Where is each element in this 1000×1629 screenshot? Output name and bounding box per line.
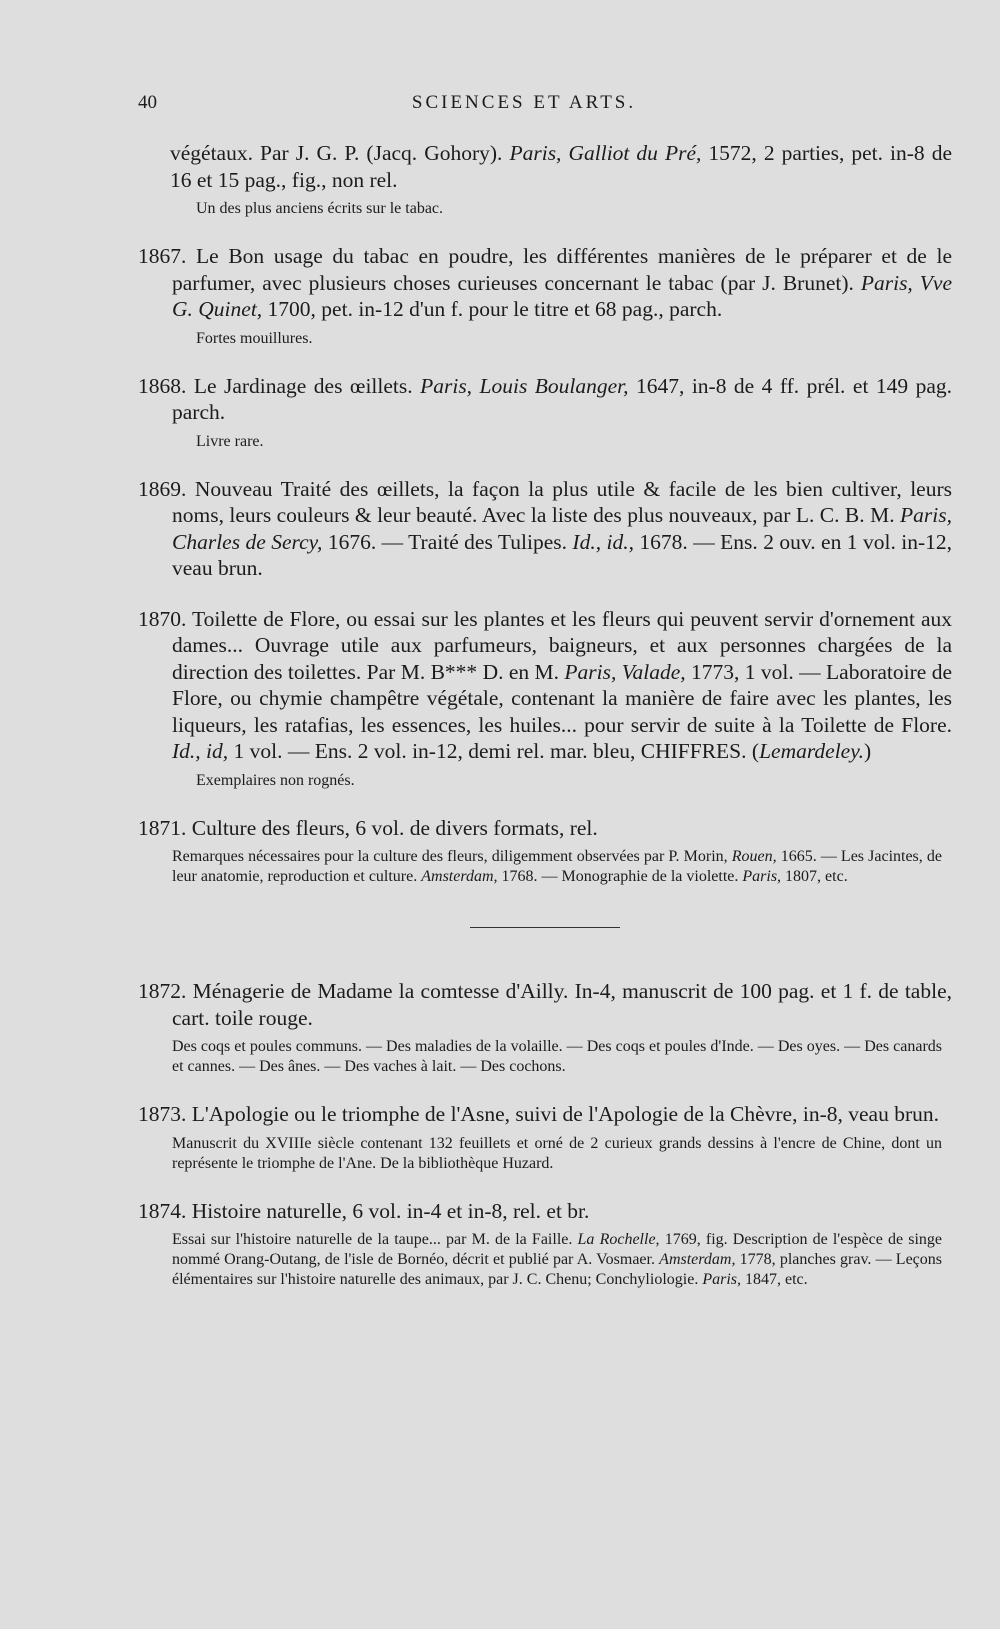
entry-note: Essai sur l'histoire naturelle de la taupe... par M. de la Faille. La Rochelle, 1769, fig. Description de l'espèce de singe nommé Orang-Outang, de l'isle de Bornéo, décrit et publié par A. Vosmaer. Amsterdam, 1778, planches grav. — Leçons élémentaires sur l'histoire naturelle des animaux, par J. C. Chenu; Conchyliologie. Paris, 1847, etc. <box>172 1231 943 1288</box>
entry-1872: 1872. Ménagerie de Madame la comtesse d'Ailly. In-4, manuscrit de 100 pag. et 1 f. de table, cart. toile rouge. <box>138 979 952 1030</box>
entry-1868: 1868. Le Jardinage des œillets. Paris, Louis Boulanger, 1647, in-8 de 4 ff. prél. et 149 pag. parch. <box>138 373 952 424</box>
running-title: SCIENCES ET ARTS. <box>411 92 637 113</box>
entry-note: Un des plus anciens écrits sur le tabac. <box>196 200 444 217</box>
entry-note: Fortes mouillures. <box>196 329 313 347</box>
entry-1871: 1871. Culture des fleurs, 6 vol. de divers formats, rel. <box>138 815 598 840</box>
entry-note: Exemplaires non rognés. <box>196 771 355 789</box>
page-number: 40 <box>138 92 157 113</box>
entry-continuation: végétaux. Par J. G. P. (Jacq. Gohory). Paris, Galliot du Pré, 1572, 2 parties, pet. in-8 de 16 et 15 pag., fig., non rel. <box>170 141 952 192</box>
entry-1873: 1873. L'Apologie ou le triomphe de l'Asne, suivi de l'Apologie de la Chèvre, in-8, veau brun. <box>138 1102 939 1126</box>
page-header <box>138 92 910 122</box>
page-body <box>138 140 952 1290</box>
entry-1867: 1867. Le Bon usage du tabac en poudre, les différentes manières de le préparer et de le parfumer, avec plusieurs choses curieuses concernant le tabac (par J. Brunet). Paris, Vve G. Quinet, 1700, pet. in-12 d'un f. pour le titre et 68 pag., parch. <box>138 244 952 321</box>
entry-note: Livre rare. <box>196 432 264 450</box>
section-divider <box>470 927 620 928</box>
entry-1870: 1870. Toilette de Flore, ou essai sur les plantes et les fleurs qui peuvent servir d'ornement aux dames... Ouvrage utile aux parfumeurs, baigneurs, et aux personnes chargées de la direction des toilettes. Par M. B*** D. en M. Paris, Valade, 1773, 1 vol. — Laboratoire de Flore, ou chymie champêtre végétale, contenant la manière de faire avec les plantes, les liqueurs, les ratafias, les essences, les huiles... pour servir de suite à la Toilette de Flore. Id., id, 1 vol. — Ens. 2 vol. in-12, demi rel. mar. bleu, CHIFFRES. (Lemardeley.) <box>138 606 953 763</box>
entry-1874: 1874. Histoire naturelle, 6 vol. in-4 et in-8, rel. et br. <box>138 1198 590 1223</box>
entry-note: Manuscrit du XVIIIe siècle contenant 132 feuillets et orné de 2 curieux grands dessins à l'encre de Chine, dont un représente le triomphe de l'Ane. De la bibliothèque Huzard. <box>172 1134 942 1172</box>
entry-note: Des coqs et poules communs. — Des maladies de la volaille. — Des coqs et poules d'Inde. — Des oyes. — Des canards et cannes. — Des ânes. — Des vaches à lait. — Des cochons. <box>172 1038 942 1075</box>
entry-1869: 1869. Nouveau Traité des œillets, la façon la plus utile & facile de les bien cultiver, leurs noms, leurs couleurs & leur beauté. Avec la liste des plus nouveaux, par L. C. B. M. Paris, Charles de Sercy, 1676. — Traité des Tulipes. Id., id., 1678. — Ens. 2 ouv. en 1 vol. in-12, veau brun. <box>138 476 953 580</box>
entry-note: Remarques nécessaires pour la culture des fleurs, diligemment observées par P. Morin, Rouen, 1665. — Les Jacintes, de leur anatomie, reproduction et culture. Amsterdam, 1768. — Monographie de la violette. Paris, 1807, etc. <box>172 848 942 885</box>
